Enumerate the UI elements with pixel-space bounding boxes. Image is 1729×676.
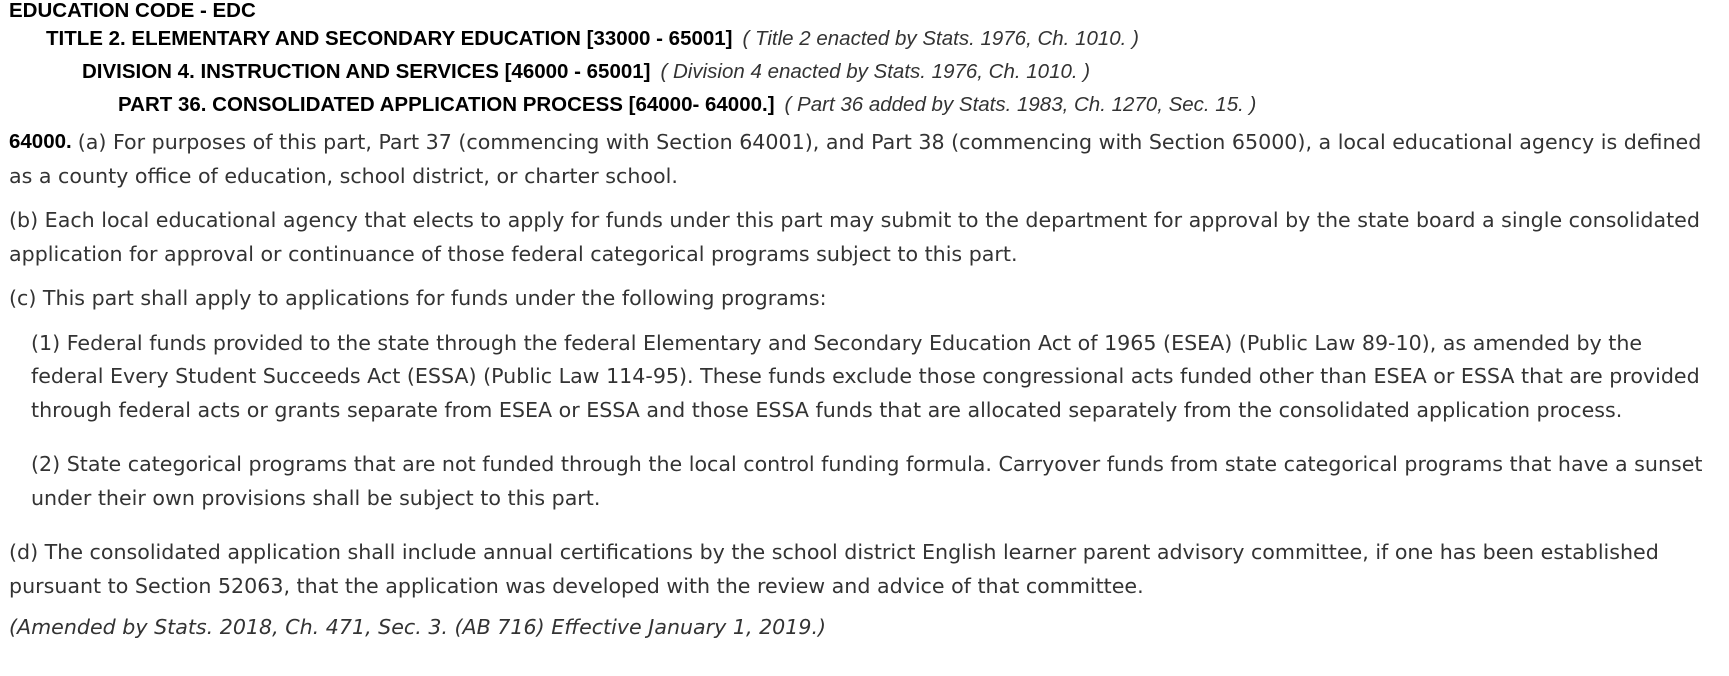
division-heading-note: ( Division 4 enacted by Stats. 1976, Ch. 1010. ): [660, 60, 1091, 83]
subdivision-a: [9, 125, 1721, 193]
division-heading-label[interactable]: DIVISION 4. INSTRUCTION AND SERVICES [46000 - 65001]: [82, 60, 651, 83]
part-heading: [118, 88, 1721, 121]
title-heading-note: ( Title 2 enacted by Stats. 1976, Ch. 1010. ): [742, 27, 1139, 50]
paragraph-c1: (1) Federal funds provided to the state through the federal Elementary and Secondary Education Act of 1965 (ESEA) (Public Law 89-10), as amended by the federal Every Student Succeeds Act (ESSA) (Public Law 114-95). These funds exclude those congressional acts funded other than ESEA or ESSA that are provided through federal acts or grants separate from ESEA or ESSA and those ESSA funds that are allocated separately from the consolidated application process.: [31, 330, 1700, 422]
part-heading-note: ( Part 36 added by Stats. 1983, Ch. 1270, Sec. 15. ): [784, 93, 1257, 116]
amendment-history: (Amended by Stats. 2018, Ch. 471, Sec. 3. (AB 716) Effective January 1, 2019.): [9, 615, 827, 639]
subdivision-d: (d) The consolidated application shall include annual certifications by the school district English learner parent advisory committee, if one has been established pursuant to Section 52063, that the application was developed with the review and advice of that committee.: [9, 540, 1659, 598]
title-heading: [46, 22, 1721, 55]
section-number: 64000.: [9, 130, 72, 153]
subdivision-c: (c) This part shall apply to applications for funds under the following programs:: [9, 286, 827, 310]
code-heading: [9, 0, 1721, 22]
subdivision-a-text: (a) For purposes of this part, Part 37 (commencing with Section 64001), and Part 38 (commencing with Section 65000), a local educational agency is defined as a county office of education, school district, or charter school.: [9, 130, 1702, 188]
statute-page: [9, 0, 1721, 665]
subdivision-b: (b) Each local educational agency that elects to apply for funds under this part may submit to the department for approval by the state board a single consolidated application for approval or continuance of those federal categorical programs subject to this part.: [9, 208, 1700, 266]
title-heading-label[interactable]: TITLE 2. ELEMENTARY AND SECONDARY EDUCATION [33000 - 65001]: [46, 27, 733, 50]
part-heading-label[interactable]: PART 36. CONSOLIDATED APPLICATION PROCESS [64000- 64000.]: [118, 93, 775, 116]
code-heading-label: EDUCATION CODE - EDC: [9, 0, 256, 22]
paragraph-c2: (2) State categorical programs that are not funded through the local control funding formula. Carryover funds from state categorical programs that have a sunset under their own provisions shall be subject to this part.: [31, 452, 1703, 510]
division-heading: [82, 55, 1721, 88]
